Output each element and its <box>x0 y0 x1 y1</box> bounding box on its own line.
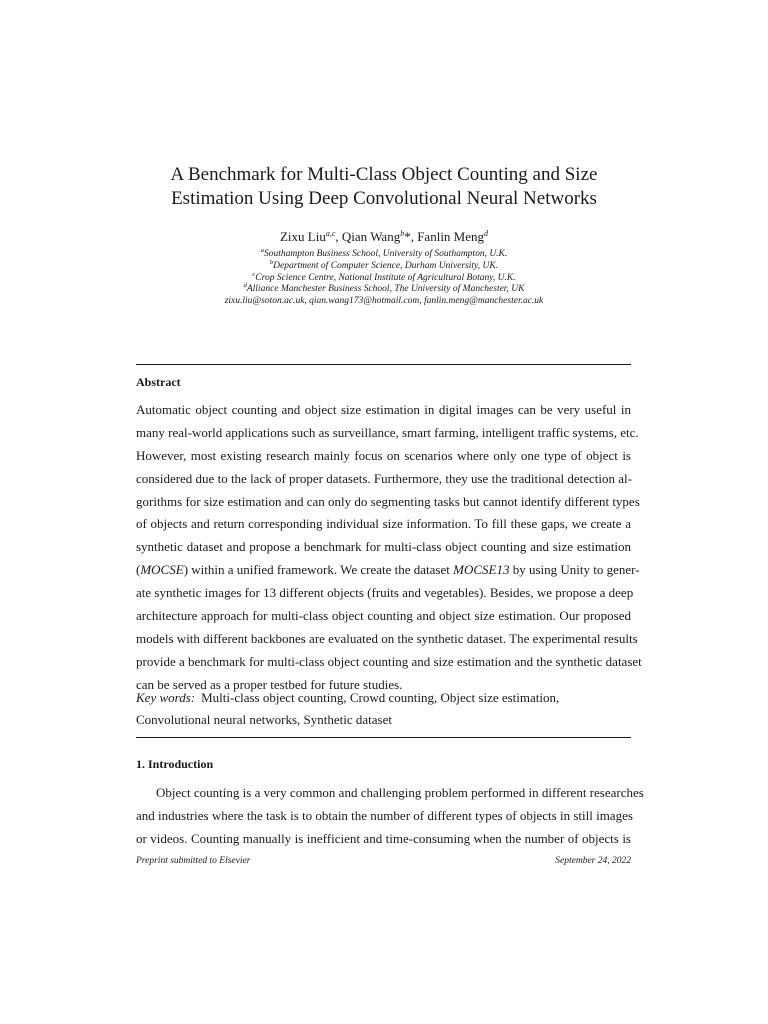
affiliation-line: $^c$Crop Science Centre, National Institute of Agricultural Botany, U.K. <box>252 270 516 283</box>
paper-title <box>0 163 768 211</box>
intro-line: and industries where the task is to obtain the number of different types of objects in still images <box>136 808 633 824</box>
abstract-line: architecture approach for multi-class object counting and object size estimation. Our proposed <box>136 608 631 624</box>
abstract-line: synthetic dataset and propose a benchmark for multi-class object counting and size estimation <box>136 539 631 555</box>
affil-mark: d <box>243 282 247 290</box>
abstract-line: ate synthetic images for 13 different objects (fruits and vegetables). Besides, we propose a deep <box>136 585 634 601</box>
abstract-line: considered due to the lack of proper datasets. Furthermore, they use the traditional detection al- <box>136 470 632 486</box>
keywords-label: Key words: <box>136 690 196 705</box>
keywords-line: Convolutional neural networks, Synthetic dataset <box>136 711 392 727</box>
abstract-line: gorithms for size estimation and can only do segmenting tasks but cannot identify different types <box>136 493 640 509</box>
footer-preprint-note: Preprint submitted to Elsevier <box>136 856 251 866</box>
keywords-line: Key words: Multi-class object counting, Crowd counting, Object size estimation, <box>136 690 560 705</box>
abstract-line: of objects and return corresponding individual size information. To fill these gaps, we create a <box>136 516 631 532</box>
author-affil-mark: a,c <box>325 229 336 238</box>
corresponding-mark: * <box>404 229 411 244</box>
title-line-1: A Benchmark for Multi-Class Object Counting and Size <box>170 164 598 185</box>
abstract-body <box>136 399 642 697</box>
affiliation-line: $^a$Southampton Business School, University of Southampton, U.K. <box>260 247 508 259</box>
intro-line: or videos. Counting manually is inefficient and time-consuming when the number of objects is <box>136 831 631 847</box>
abstract-line: However, most existing research mainly focus on scenarios where only one type of object is <box>136 447 631 463</box>
affil-mark: a <box>260 247 264 254</box>
author-name: Qian Wang <box>341 229 401 244</box>
author-name: Zixu Liu <box>279 229 326 244</box>
top-rule <box>136 364 631 365</box>
title-line-2: Estimation Using Deep Convolutional Neural Networks <box>171 188 597 209</box>
author-name: Fanlin Meng <box>417 229 485 244</box>
abstract-heading: Abstract <box>136 375 181 389</box>
affiliation-line: $^b$Department of Computer Science, Durham University, UK. <box>269 258 499 271</box>
abstract-line: many real-world applications such as surveillance, smart farming, intelligent traffic systems, etc. <box>136 424 639 440</box>
author-affil-mark: b <box>400 229 405 238</box>
keywords <box>136 687 631 731</box>
affiliation-line: $^d$Alliance Manchester Business School, The University of Manchester, UK <box>243 282 525 295</box>
author-affil-mark: d <box>484 229 489 238</box>
abstract-line: can be served as a proper testbed for future studies. <box>136 676 403 692</box>
abstract-line: provide a benchmark for multi-class object counting and size estimation and the synthetic dataset <box>136 653 642 669</box>
intro-heading: 1. Introduction <box>136 757 214 771</box>
author-list: Zixu Liu$^{a,c}$, Qian Wang$^b$*, Fanlin Meng$^d$ <box>279 229 489 244</box>
author-emails: zixu.liu@soton.ac.uk, qian.wang173@hotmail.com, fanlin.meng@manchester.ac.uk <box>224 296 544 307</box>
affil-mark: b <box>269 258 274 266</box>
affil-mark: c <box>252 270 256 278</box>
abstract-line: models with different backbones are evaluated on the synthetic dataset. The experimental results <box>136 630 638 646</box>
affiliations <box>0 249 768 308</box>
abstract-line: Automatic object counting and object size estimation in digital images can be very useful in <box>136 402 631 417</box>
intro-line: Object counting is a very common and challenging problem performed in different researches <box>156 785 644 800</box>
footer-date: September 24, 2022 <box>555 856 631 866</box>
intro-body <box>136 781 644 851</box>
abstract-line: (MOCSE) within a unified framework. We create the dataset MOCSE13 by using Unity to gener- <box>136 562 640 578</box>
bottom-rule <box>136 737 631 738</box>
